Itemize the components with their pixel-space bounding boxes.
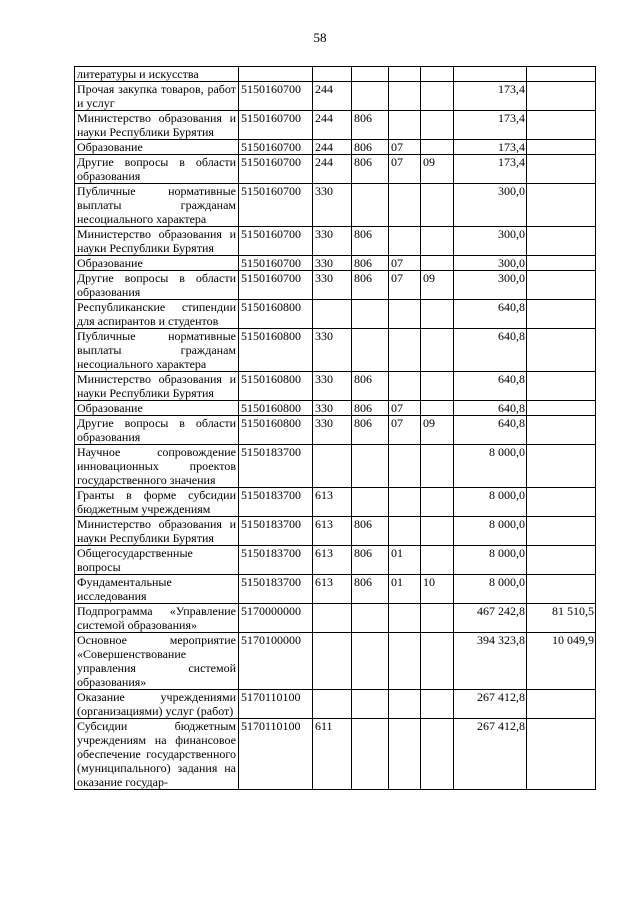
row-code-cell: 5150160700 xyxy=(239,155,313,184)
row-section-cell: 07 xyxy=(389,155,421,184)
row-amount-cell: 467 242,8 xyxy=(454,604,527,633)
row-name-cell: Министерство образования и науки Республики Бурятия xyxy=(75,372,239,401)
row-expense-type-cell xyxy=(313,300,352,329)
row-amount-cell: 394 323,8 xyxy=(454,633,527,690)
row-subsection-cell xyxy=(421,256,454,271)
row-section-cell: 01 xyxy=(389,575,421,604)
table-row xyxy=(75,517,596,546)
table-row xyxy=(75,633,596,690)
row-extra-amount-cell xyxy=(527,575,596,604)
row-name-cell: Публичные нормативные выплаты гражданам несоциального характера xyxy=(75,184,239,227)
row-amount-cell: 640,8 xyxy=(454,401,527,416)
row-expense-type-cell: 244 xyxy=(313,82,352,111)
table-row xyxy=(75,488,596,517)
row-administrator-cell xyxy=(352,633,389,690)
row-name-cell: Научное сопровождение инновационных проектов государственного значения xyxy=(75,445,239,488)
table-row xyxy=(75,401,596,416)
row-subsection-cell xyxy=(421,111,454,140)
row-code-cell: 5150160700 xyxy=(239,140,313,155)
row-administrator-cell xyxy=(352,300,389,329)
row-name-cell: Фундаментальные исследования xyxy=(75,575,239,604)
row-subsection-cell xyxy=(421,401,454,416)
row-code-cell: 5150183700 xyxy=(239,445,313,488)
row-code-cell: 5170100000 xyxy=(239,633,313,690)
row-amount-cell: 267 412,8 xyxy=(454,719,527,790)
row-amount-cell: 640,8 xyxy=(454,416,527,445)
row-extra-amount-cell xyxy=(527,82,596,111)
row-code-cell: 5150160700 xyxy=(239,82,313,111)
row-subsection-cell xyxy=(421,372,454,401)
row-extra-amount-cell xyxy=(527,546,596,575)
row-subsection-cell xyxy=(421,140,454,155)
row-section-cell xyxy=(389,488,421,517)
row-extra-amount-cell xyxy=(527,256,596,271)
row-expense-type-cell: 611 xyxy=(313,719,352,790)
row-amount-cell: 173,4 xyxy=(454,111,527,140)
row-name-cell: Другие вопросы в области образования xyxy=(75,416,239,445)
row-amount-cell: 173,4 xyxy=(454,82,527,111)
row-subsection-cell xyxy=(421,184,454,227)
row-code-cell: 5170110100 xyxy=(239,719,313,790)
table-row xyxy=(75,82,596,111)
row-section-cell xyxy=(389,67,421,82)
row-expense-type-cell: 330 xyxy=(313,329,352,372)
row-administrator-cell: 806 xyxy=(352,256,389,271)
row-name-cell: Другие вопросы в области образования xyxy=(75,271,239,300)
row-subsection-cell xyxy=(421,517,454,546)
row-amount-cell: 8 000,0 xyxy=(454,445,527,488)
table-row xyxy=(75,575,596,604)
row-expense-type-cell: 613 xyxy=(313,488,352,517)
row-subsection-cell xyxy=(421,604,454,633)
row-expense-type-cell: 244 xyxy=(313,155,352,184)
row-amount-cell: 267 412,8 xyxy=(454,690,527,719)
row-expense-type-cell xyxy=(313,690,352,719)
row-extra-amount-cell xyxy=(527,300,596,329)
row-administrator-cell xyxy=(352,445,389,488)
row-expense-type-cell: 330 xyxy=(313,271,352,300)
row-administrator-cell xyxy=(352,719,389,790)
row-code-cell: 5150160700 xyxy=(239,227,313,256)
row-subsection-cell xyxy=(421,67,454,82)
row-subsection-cell xyxy=(421,488,454,517)
row-code-cell xyxy=(239,67,313,82)
row-extra-amount-cell xyxy=(527,111,596,140)
row-administrator-cell: 806 xyxy=(352,517,389,546)
row-subsection-cell: 09 xyxy=(421,155,454,184)
row-amount-cell xyxy=(454,67,527,82)
row-section-cell: 07 xyxy=(389,401,421,416)
row-section-cell: 01 xyxy=(389,546,421,575)
row-expense-type-cell: 330 xyxy=(313,372,352,401)
row-extra-amount-cell: 81 510,5 xyxy=(527,604,596,633)
row-extra-amount-cell xyxy=(527,401,596,416)
table-row xyxy=(75,300,596,329)
row-code-cell: 5170000000 xyxy=(239,604,313,633)
table-row xyxy=(75,690,596,719)
row-code-cell: 5150160800 xyxy=(239,416,313,445)
row-administrator-cell: 806 xyxy=(352,271,389,300)
table-row xyxy=(75,256,596,271)
row-section-cell: 07 xyxy=(389,140,421,155)
row-subsection-cell xyxy=(421,329,454,372)
row-expense-type-cell: 330 xyxy=(313,227,352,256)
row-name-cell: Образование xyxy=(75,140,239,155)
row-administrator-cell: 806 xyxy=(352,575,389,604)
row-amount-cell: 300,0 xyxy=(454,256,527,271)
row-subsection-cell xyxy=(421,227,454,256)
row-code-cell: 5150183700 xyxy=(239,546,313,575)
row-name-cell: Основное мероприятие «Совершенствование управления системой образования» xyxy=(75,633,239,690)
budget-table xyxy=(74,66,596,790)
row-section-cell xyxy=(389,372,421,401)
table-row xyxy=(75,329,596,372)
row-name-cell: Образование xyxy=(75,401,239,416)
row-code-cell: 5150160700 xyxy=(239,256,313,271)
row-section-cell xyxy=(389,111,421,140)
row-code-cell: 5150160800 xyxy=(239,329,313,372)
row-name-cell: Оказание учреждениями (организациями) услуг (работ) xyxy=(75,690,239,719)
row-code-cell: 5150160700 xyxy=(239,184,313,227)
row-extra-amount-cell xyxy=(527,445,596,488)
row-section-cell xyxy=(389,300,421,329)
row-subsection-cell xyxy=(421,719,454,790)
row-name-cell: Другие вопросы в области образования xyxy=(75,155,239,184)
row-extra-amount-cell xyxy=(527,690,596,719)
row-expense-type-cell: 330 xyxy=(313,184,352,227)
row-name-cell: Министерство образования и науки Республики Бурятия xyxy=(75,517,239,546)
row-amount-cell: 300,0 xyxy=(454,184,527,227)
row-section-cell xyxy=(389,227,421,256)
row-amount-cell: 173,4 xyxy=(454,140,527,155)
row-extra-amount-cell xyxy=(527,488,596,517)
row-section-cell xyxy=(389,633,421,690)
row-administrator-cell: 806 xyxy=(352,140,389,155)
row-administrator-cell: 806 xyxy=(352,372,389,401)
row-administrator-cell: 806 xyxy=(352,416,389,445)
row-administrator-cell xyxy=(352,329,389,372)
page-number: 58 xyxy=(313,30,327,45)
row-amount-cell: 300,0 xyxy=(454,227,527,256)
row-administrator-cell xyxy=(352,82,389,111)
row-expense-type-cell: 244 xyxy=(313,140,352,155)
row-administrator-cell xyxy=(352,184,389,227)
row-subsection-cell: 09 xyxy=(421,271,454,300)
row-subsection-cell: 10 xyxy=(421,575,454,604)
row-amount-cell: 8 000,0 xyxy=(454,517,527,546)
row-extra-amount-cell: 10 049,9 xyxy=(527,633,596,690)
table-row xyxy=(75,445,596,488)
row-code-cell: 5150183700 xyxy=(239,575,313,604)
row-administrator-cell xyxy=(352,604,389,633)
row-name-cell: Общегосударственные вопросы xyxy=(75,546,239,575)
row-section-cell xyxy=(389,329,421,372)
row-administrator-cell xyxy=(352,67,389,82)
row-amount-cell: 8 000,0 xyxy=(454,575,527,604)
row-name-cell: Республиканские стипендии для аспирантов и студентов xyxy=(75,300,239,329)
row-subsection-cell xyxy=(421,300,454,329)
table-row xyxy=(75,604,596,633)
table-row xyxy=(75,140,596,155)
row-extra-amount-cell xyxy=(527,227,596,256)
table-row xyxy=(75,372,596,401)
row-name-cell: Публичные нормативные выплаты гражданам несоциального характера xyxy=(75,329,239,372)
row-code-cell: 5150183700 xyxy=(239,488,313,517)
row-section-cell xyxy=(389,184,421,227)
row-extra-amount-cell xyxy=(527,155,596,184)
row-name-cell: Образование xyxy=(75,256,239,271)
row-amount-cell: 8 000,0 xyxy=(454,488,527,517)
row-expense-type-cell xyxy=(313,604,352,633)
row-administrator-cell: 806 xyxy=(352,401,389,416)
row-name-cell: Прочая закупка товаров, работ и услуг xyxy=(75,82,239,111)
row-extra-amount-cell xyxy=(527,140,596,155)
row-subsection-cell xyxy=(421,633,454,690)
row-subsection-cell xyxy=(421,690,454,719)
table-row xyxy=(75,155,596,184)
row-amount-cell: 640,8 xyxy=(454,329,527,372)
table-row xyxy=(75,271,596,300)
table-row xyxy=(75,67,596,82)
row-expense-type-cell xyxy=(313,633,352,690)
row-amount-cell: 173,4 xyxy=(454,155,527,184)
row-subsection-cell xyxy=(421,546,454,575)
row-section-cell: 07 xyxy=(389,271,421,300)
table-row xyxy=(75,416,596,445)
row-amount-cell: 640,8 xyxy=(454,372,527,401)
row-code-cell: 5150160800 xyxy=(239,372,313,401)
row-section-cell: 07 xyxy=(389,256,421,271)
row-subsection-cell: 09 xyxy=(421,416,454,445)
row-extra-amount-cell xyxy=(527,372,596,401)
row-section-cell xyxy=(389,517,421,546)
row-expense-type-cell: 613 xyxy=(313,517,352,546)
row-expense-type-cell: 330 xyxy=(313,416,352,445)
row-extra-amount-cell xyxy=(527,184,596,227)
row-amount-cell: 8 000,0 xyxy=(454,546,527,575)
row-section-cell xyxy=(389,690,421,719)
row-name-cell: Министерство образования и науки Республики Бурятия xyxy=(75,227,239,256)
row-name-cell: Гранты в форме субсидии бюджетным учреждениям xyxy=(75,488,239,517)
row-expense-type-cell: 330 xyxy=(313,401,352,416)
row-code-cell: 5170110100 xyxy=(239,690,313,719)
row-name-cell: Подпрограмма «Управление системой образования» xyxy=(75,604,239,633)
row-extra-amount-cell xyxy=(527,416,596,445)
table-body xyxy=(75,67,596,790)
row-administrator-cell: 806 xyxy=(352,546,389,575)
row-expense-type-cell: 244 xyxy=(313,111,352,140)
row-expense-type-cell: 613 xyxy=(313,575,352,604)
row-code-cell: 5150160800 xyxy=(239,300,313,329)
row-subsection-cell xyxy=(421,82,454,111)
row-amount-cell: 300,0 xyxy=(454,271,527,300)
row-subsection-cell xyxy=(421,445,454,488)
row-expense-type-cell xyxy=(313,67,352,82)
row-section-cell: 07 xyxy=(389,416,421,445)
table-row xyxy=(75,111,596,140)
row-name-cell: Министерство образования и науки Республики Бурятия xyxy=(75,111,239,140)
row-code-cell: 5150160700 xyxy=(239,271,313,300)
row-administrator-cell: 806 xyxy=(352,155,389,184)
row-section-cell xyxy=(389,82,421,111)
row-name-cell: Субсидии бюджетным учреждениям на финансовое обеспечение государственного (муниципального) задания на оказание государ- xyxy=(75,719,239,790)
row-extra-amount-cell xyxy=(527,517,596,546)
row-extra-amount-cell xyxy=(527,329,596,372)
row-administrator-cell xyxy=(352,690,389,719)
row-administrator-cell xyxy=(352,488,389,517)
row-expense-type-cell: 613 xyxy=(313,546,352,575)
table-row xyxy=(75,719,596,790)
row-code-cell: 5150160800 xyxy=(239,401,313,416)
row-extra-amount-cell xyxy=(527,271,596,300)
row-section-cell xyxy=(389,719,421,790)
row-administrator-cell: 806 xyxy=(352,227,389,256)
row-extra-amount-cell xyxy=(527,719,596,790)
row-code-cell: 5150183700 xyxy=(239,517,313,546)
table-row xyxy=(75,227,596,256)
row-section-cell xyxy=(389,604,421,633)
row-extra-amount-cell xyxy=(527,67,596,82)
row-expense-type-cell: 330 xyxy=(313,256,352,271)
table-row xyxy=(75,184,596,227)
row-amount-cell: 640,8 xyxy=(454,300,527,329)
row-expense-type-cell xyxy=(313,445,352,488)
table-row xyxy=(75,546,596,575)
row-name-cell: литературы и искусства xyxy=(75,67,239,82)
row-section-cell xyxy=(389,445,421,488)
row-code-cell: 5150160700 xyxy=(239,111,313,140)
row-administrator-cell: 806 xyxy=(352,111,389,140)
